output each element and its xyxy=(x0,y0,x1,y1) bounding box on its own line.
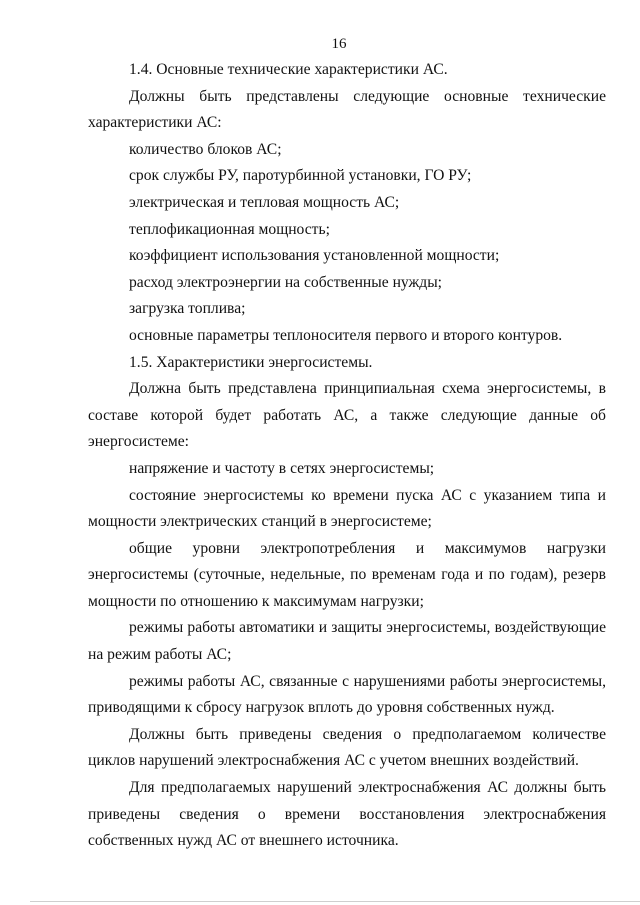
section-1-4-heading: 1.4. Основные технические характеристики АС. xyxy=(129,61,448,78)
list-item: электрическая и тепловая мощность АС; xyxy=(129,193,400,211)
paragraph-cycles: Должны быть приведены сведения о предполагаемом количестве циклов нарушений электроснабжения АС с учетом внешних воздействий. xyxy=(88,725,606,770)
paragraph-restore: Для предполагаемых нарушений электроснабжения АС должны быть приведены сведения о времени восстановления электроснабжения собственных нужд АС от внешнего источника. xyxy=(88,779,606,850)
list-item: основные параметры теплоносителя первого и второго контуров. xyxy=(129,326,563,344)
page-number: 16 xyxy=(331,36,347,52)
list-item: срок службы РУ, паротурбинной установки, ГО РУ; xyxy=(129,167,472,185)
list-item: режимы работы АС, связанные с нарушениями работы энергосистемы, приводящими к сбросу нагрузок вплоть до уровня собственных нужд. xyxy=(88,672,606,717)
bottom-divider xyxy=(30,901,640,902)
list-item: количество блоков АС; xyxy=(129,140,282,158)
list-item: расход электроэнергии на собственные нужды; xyxy=(129,273,443,291)
list-item: состояние энергосистемы ко времени пуска АС с указанием типа и мощности электрических станций в энергосистеме; xyxy=(88,486,606,531)
page-body xyxy=(88,57,606,855)
list-item: напряжение и частоту в сетях энергосистемы; xyxy=(129,459,435,477)
list-item: режимы работы автоматики и защиты энергосистемы, воздействующие на режим работы АС; xyxy=(88,619,606,664)
list-item: коэффициент использования установленной мощности; xyxy=(129,247,500,265)
list-item: общие уровни электропотребления и максимумов нагрузки энергосистемы (суточные, недельные, по временам года и по годам), резерв мощности по отношению к максимумам нагрузки; xyxy=(88,539,606,610)
section-1-5-heading: 1.5. Характеристики энергосистемы. xyxy=(129,353,373,371)
section-1-5-intro: Должна быть представлена принципиальная схема энергосистемы, в составе которой будет работать АС, а также следующие данные об энергосистеме: xyxy=(88,380,606,451)
list-item: теплофикационная мощность; xyxy=(129,220,330,238)
list-item: загрузка топлива; xyxy=(129,300,246,318)
section-1-4-intro: Должны быть представлены следующие основные технические характеристики АС: xyxy=(88,87,606,132)
